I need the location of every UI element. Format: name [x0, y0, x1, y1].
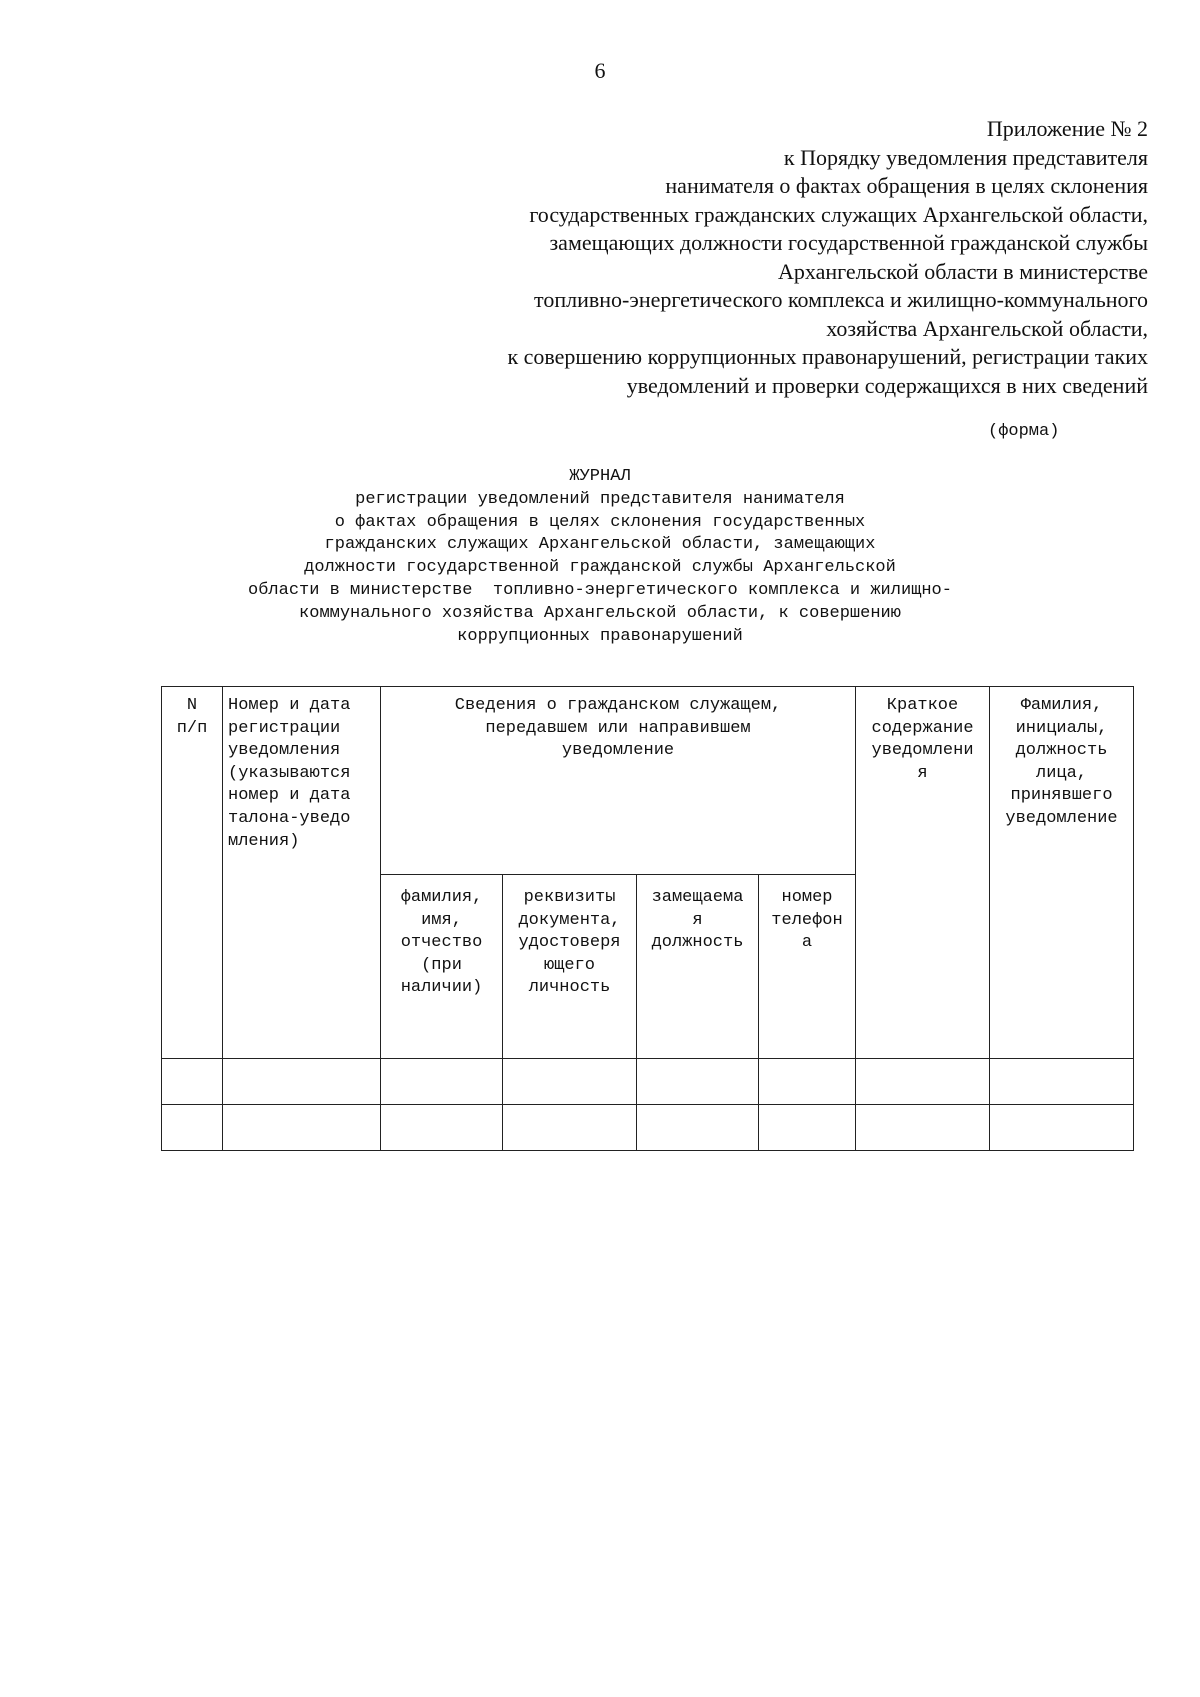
- subheader-name: фамилия, имя, отчество (при наличии): [381, 875, 503, 1059]
- table-row: [162, 1059, 1134, 1105]
- subheader-document: реквизиты документа, удостоверя ющего личность: [503, 875, 637, 1059]
- table-cell: [990, 1105, 1134, 1151]
- table-cell: [856, 1059, 990, 1105]
- header-registration: Номер и дата регистрации уведомления (указываются номер и дата талона-уведо мления): [223, 687, 381, 1059]
- appendix-header: [507, 115, 1148, 400]
- appendix-line: замещающих должности государственной гражданской службы: [549, 230, 1148, 255]
- appendix-line: нанимателя о фактах обращения в целях склонения: [665, 173, 1148, 198]
- table-cell: [637, 1059, 759, 1105]
- appendix-line: топливно-энергетического комплекса и жилищно-коммунального: [534, 287, 1148, 312]
- table-cell: [990, 1059, 1134, 1105]
- subheader-phone: номер телефон а: [759, 875, 856, 1059]
- table-cell: [637, 1105, 759, 1151]
- table-header-row: [162, 687, 1134, 875]
- table-cell: [381, 1105, 503, 1151]
- subheader-position: замещаема я должность: [637, 875, 759, 1059]
- table-cell: [223, 1105, 381, 1151]
- table-cell: [381, 1059, 503, 1105]
- table-cell: [223, 1059, 381, 1105]
- form-label: (форма): [988, 422, 1060, 441]
- table-cell: [503, 1059, 637, 1105]
- appendix-line: уведомлений и проверки содержащихся в них сведений: [626, 372, 1148, 398]
- journal-subtitle-line: регистрации уведомлений представителя нанимателя: [355, 489, 845, 509]
- journal-heading: [0, 466, 1200, 648]
- table-cell: [162, 1059, 223, 1105]
- journal-subtitle-line: коррупционных правонарушений: [457, 626, 743, 646]
- appendix-line: Архангельской области в министерстве: [778, 258, 1148, 284]
- header-employee-info: Сведения о гражданском служащем, передавшем или направившем уведомление: [381, 687, 856, 875]
- table-cell: [759, 1059, 856, 1105]
- table-cell: [759, 1105, 856, 1151]
- journal-subtitle-line: о фактах обращения в целях склонения государственных: [334, 512, 866, 532]
- journal-title: ЖУРНАЛ: [569, 467, 631, 486]
- appendix-line: Приложение № 2: [986, 116, 1148, 141]
- header-number: N п/п: [162, 687, 223, 1059]
- table-cell: [503, 1105, 637, 1151]
- registration-journal-table: [161, 686, 1134, 1151]
- appendix-line: хозяйства Архангельской области,: [826, 315, 1148, 341]
- journal-subtitle-line: коммунального хозяйства Архангельской области, к совершению: [299, 603, 901, 623]
- page-number: 6: [594, 58, 606, 83]
- header-receiver: Фамилия, инициалы, должность лица, принявшего уведомление: [990, 687, 1134, 1059]
- journal-subtitle-line: области в министерстве топливно-энергетического комплекса и жилищно-: [248, 580, 952, 600]
- table-cell: [856, 1105, 990, 1151]
- journal-subtitle-line: гражданских служащих Архангельской области, замещающих: [324, 535, 876, 555]
- header-summary: Краткое содержание уведомлени я: [856, 687, 990, 1059]
- journal-subtitle-line: должности государственной гражданской службы Архангельской: [304, 558, 896, 578]
- appendix-line: к совершению коррупционных правонарушений, регистрации таких: [507, 344, 1148, 369]
- appendix-line: к Порядку уведомления представителя: [783, 144, 1148, 170]
- appendix-line: государственных гражданских служащих Архангельской области,: [529, 201, 1148, 227]
- table-cell: [162, 1105, 223, 1151]
- table-row: [162, 1105, 1134, 1151]
